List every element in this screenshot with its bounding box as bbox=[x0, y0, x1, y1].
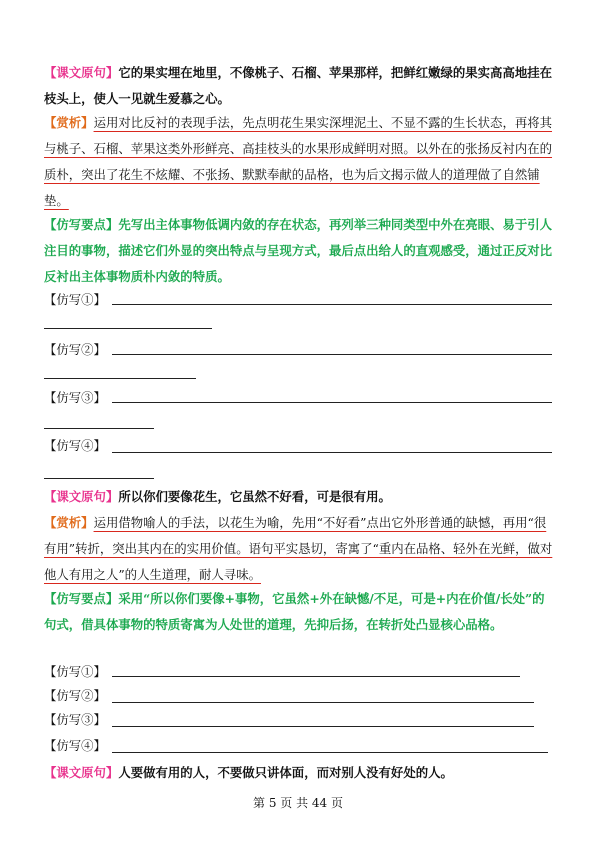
points-tag: 【仿写要点】 bbox=[44, 217, 119, 232]
answer-line[interactable] bbox=[112, 354, 552, 355]
answer-line[interactable] bbox=[112, 726, 534, 727]
points-tag: 【仿写要点】 bbox=[44, 591, 119, 606]
original-text: 所以你们要像花生，它虽然不好看，可是很有用。 bbox=[118, 489, 391, 504]
original-sentence-3 bbox=[44, 760, 554, 786]
answer-line[interactable] bbox=[44, 378, 196, 379]
original-tag: 【课文原句】 bbox=[44, 489, 119, 504]
analysis-1 bbox=[44, 110, 554, 214]
points-text: 采用“所以你们要像+事物，它虽然+外在缺憾/不足，可是+内在价值/长处”的句式，借具体事物的特质寄寓为人处世的道理，先抑后扬，在转折处凸显核心品格。 bbox=[44, 591, 545, 632]
answer-line[interactable] bbox=[44, 328, 212, 329]
points-2 bbox=[44, 586, 554, 638]
analysis-tag: 【赏析】 bbox=[44, 515, 94, 530]
points-1 bbox=[44, 212, 554, 290]
analysis-2 bbox=[44, 510, 554, 588]
analysis-text: 运用对比反衬的表现手法，先点明花生果实深埋泥土、不显不露的生长状态，再将其与桃子、石榴、苹果这类外形鲜亮、高挂枝头的水果形成鲜明对照。以外在的张扬反衬内在的质朴，突出了花生不炫耀、不张扬、默默奉献的品格，也为后文揭示做人的道理做了自然铺垫。 bbox=[44, 115, 553, 208]
original-text: 人要做有用的人，不要做只讲体面，而对别人没有好处的人。 bbox=[118, 765, 453, 780]
original-text: 它的果实埋在地里，不像桃子、石榴、苹果那样，把鲜红嫩绿的果实高高地挂在枝头上，使人一见就生爱慕之心。 bbox=[44, 65, 553, 106]
imitation-3-label: 【仿写③】 bbox=[44, 712, 106, 727]
answer-line[interactable] bbox=[112, 304, 552, 305]
original-tag: 【课文原句】 bbox=[44, 765, 119, 780]
original-tag: 【课文原句】 bbox=[44, 65, 119, 80]
answer-line[interactable] bbox=[112, 676, 520, 677]
imitation-4-label: 【仿写④】 bbox=[44, 738, 106, 753]
imitation-2-label: 【仿写②】 bbox=[44, 342, 106, 357]
imitation-4-label: 【仿写④】 bbox=[44, 438, 106, 453]
page-footer: 第 5 页 共 44 页 bbox=[253, 796, 343, 810]
answer-line[interactable] bbox=[112, 402, 552, 403]
original-sentence-1 bbox=[44, 60, 554, 112]
answer-line[interactable] bbox=[44, 478, 154, 479]
analysis-text: 运用借物喻人的手法，以花生为喻，先用“不好看”点出它外形普通的缺憾，再用“很有用”转折，突出其内在的实用价值。语句平实恳切，寄寓了“重内在品格、轻外在光鲜，做对他人有用之人”的人生道理，耐人寻味。 bbox=[44, 515, 553, 582]
analysis-tag: 【赏析】 bbox=[44, 115, 94, 130]
answer-line[interactable] bbox=[112, 452, 552, 453]
imitation-3-label: 【仿写③】 bbox=[44, 390, 106, 405]
original-sentence-2 bbox=[44, 484, 554, 510]
points-text: 先写出主体事物低调内敛的存在状态，再列举三种同类型中外在亮眼、易于引人注目的事物，描述它们外显的突出特点与呈现方式，最后点出给人的直观感受，通过正反对比反衬出主体事物质朴内敛的特质。 bbox=[44, 217, 553, 284]
imitation-1-label: 【仿写①】 bbox=[44, 664, 106, 679]
answer-line[interactable] bbox=[112, 702, 534, 703]
answer-line[interactable] bbox=[44, 428, 154, 429]
imitation-1-label: 【仿写①】 bbox=[44, 292, 106, 307]
answer-line[interactable] bbox=[112, 752, 548, 753]
imitation-2-label: 【仿写②】 bbox=[44, 688, 106, 703]
